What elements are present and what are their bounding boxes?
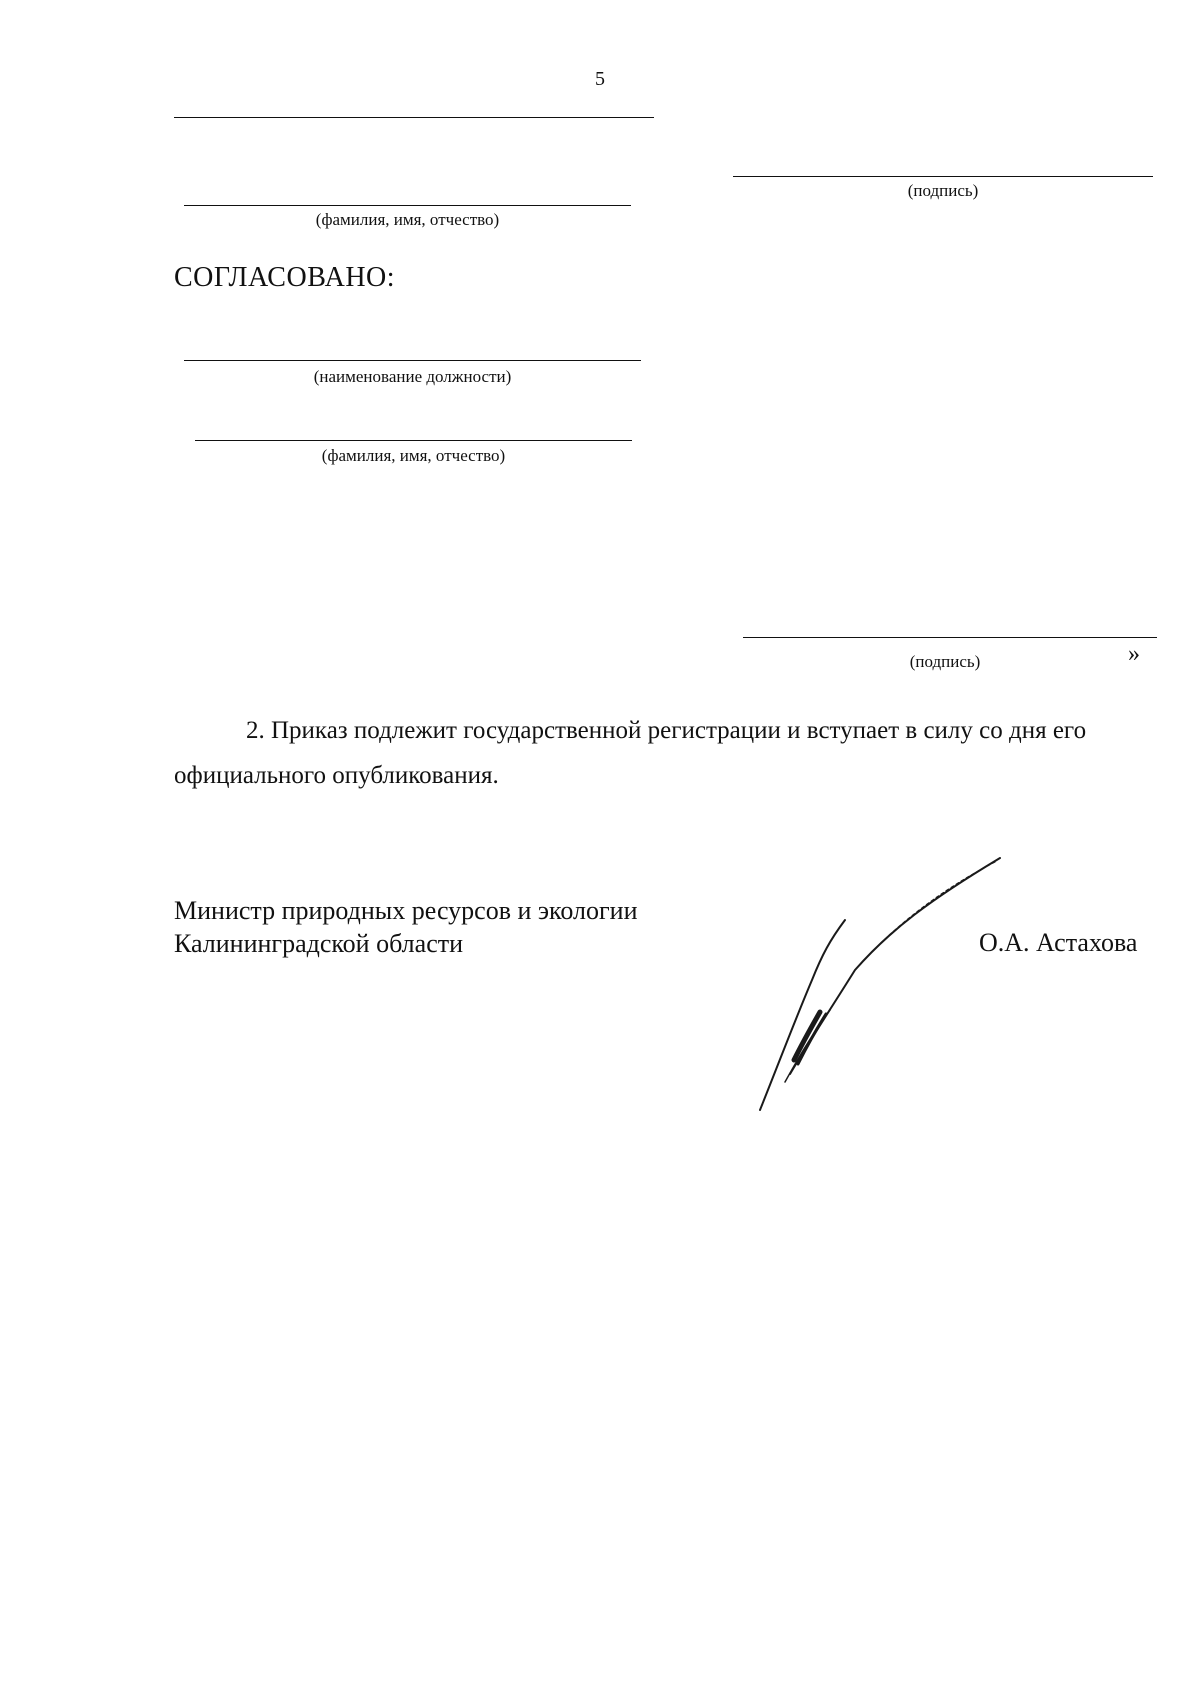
fio-caption-2: (фамилия, имя, отчество)	[321, 446, 506, 465]
signatory-name: О.А. Астахова	[979, 928, 1138, 957]
fio-line-2	[195, 440, 632, 441]
signatory-position	[174, 894, 637, 960]
position-line	[184, 360, 641, 361]
handwritten-signature	[740, 850, 1020, 1130]
signatory-position-line-2: Калининградской области	[174, 929, 464, 958]
position-caption: (наименование должности)	[313, 367, 512, 386]
page-number: 5	[595, 68, 605, 90]
agreed-heading: СОГЛАСОВАНО:	[174, 262, 396, 293]
closing-quote: »	[1128, 641, 1140, 667]
blank-line-top	[174, 117, 654, 118]
paragraph-2-text: 2. Приказ подлежит государственной регистрации и вступает в силу со дня его официального опубликования.	[174, 717, 1087, 789]
paragraph-2	[174, 708, 1164, 798]
fio-line-1	[184, 205, 631, 206]
fio-caption-1: (фамилия, имя, отчество)	[315, 210, 500, 229]
signature-line-1	[733, 176, 1153, 177]
signature-line-2	[743, 637, 1157, 638]
signature-caption-2: (подпись)	[909, 652, 981, 671]
signature-caption-1: (подпись)	[907, 181, 979, 200]
signatory-position-line-1: Министр природных ресурсов и экологии	[174, 896, 638, 925]
